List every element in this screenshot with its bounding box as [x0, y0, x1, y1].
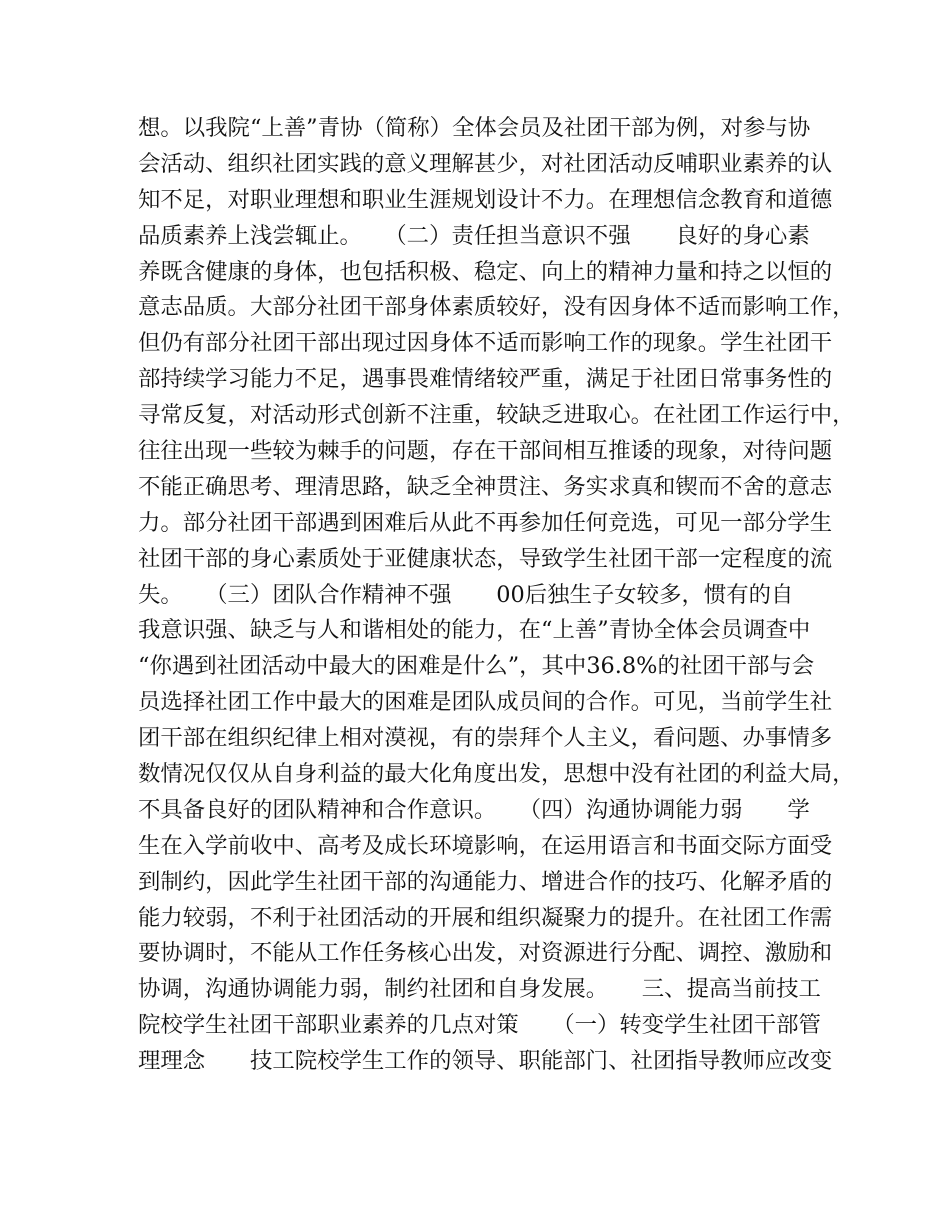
text-line: 失。 （三）团队合作精神不强 00后独生子女较多，惯有的自 [138, 581, 794, 608]
text-line: 往往出现一些较为棘手的问题，存在干部间相互推诿的现象，对待问题 [138, 438, 833, 465]
text-line: 想。以我院“上善”青协（简称）全体会员及社团干部为例，对参与协 [138, 115, 811, 141]
text-line: “你遇到社团活动中最大的困难是什么”，其中36.8%的社团干部与会 [138, 653, 815, 680]
text-line: 力。部分社团干部遇到困难后从此不再参加任何竞选，可见一部分学生 [138, 509, 833, 536]
text-line: 理理念 技工院校学生工作的领导、职能部门、社团指导教师应改变 [138, 1048, 833, 1075]
text-line: 生在入学前收中、高考及成长环境影响，在运用语言和书面交际方面受 [138, 832, 833, 859]
text-line: 能力较弱，不利于社团活动的开展和组织凝聚力的提升。在社团工作需 [138, 904, 833, 931]
text-line: 知不足，对职业理想和职业生涯规划设计不力。在理想信念教育和道德 [138, 186, 833, 213]
text-line: 数情况仅仅从自身利益的最大化角度出发，思想中没有社团的利益大局， [138, 761, 855, 788]
text-line: 意志品质。大部分社团干部身体素质较好，没有因身体不适而影响工作， [138, 294, 855, 321]
text-line: 不具备良好的团队精神和合作意识。 （四）沟通协调能力弱 学 [138, 796, 810, 823]
text-line: 社团干部的身心素质处于亚健康状态，导致学生社团干部一定程度的流 [138, 545, 833, 572]
body-text [138, 111, 855, 1080]
text-line: 我意识强、缺乏与人和谐相处的能力，在“上善”青协全体会员调查中 [138, 617, 811, 644]
text-line: 部持续学习能力不足，遇事畏难情绪较严重，满足于社团日常事务性的 [138, 366, 833, 393]
text-line: 团干部在组织纪律上相对漠视，有的崇拜个人主义，看问题、办事情多 [138, 725, 833, 752]
text-line: 院校学生社团干部职业素养的几点对策 （一）转变学生社团干部管 [138, 1012, 821, 1039]
text-line: 不能正确思考、理清思路，缺乏全神贯注、务实求真和锲而不舍的意志 [138, 473, 833, 500]
text-line: 协调，沟通协调能力弱，制约社团和自身发展。 三、提高当前技工 [138, 976, 821, 1003]
text-line: 员选择社团工作中最大的困难是团队成员间的合作。可见，当前学生社 [138, 689, 833, 716]
text-line: 要协调时，不能从工作任务核心出发，对资源进行分配、调控、激励和 [138, 940, 833, 967]
text-line: 养既含健康的身体，也包括积极、稳定、向上的精神力量和持之以恒的 [138, 258, 833, 285]
text-line: 寻常反复，对活动形式创新不注重，较缺乏进取心。在社团工作运行中， [138, 402, 855, 429]
text-line: 到制约，因此学生社团干部的沟通能力、增进合作的技巧、化解矛盾的 [138, 868, 833, 895]
text-line: 但仍有部分社团干部出现过因身体不适而影响工作的现象。学生社团干 [138, 330, 833, 357]
text-line: 品质素养上浅尝辄止。 （二）责任担当意识不强 良好的身心素 [138, 222, 810, 249]
text-line: 会活动、组织社团实践的意义理解甚少，对社团活动反哺职业素养的认 [138, 150, 833, 177]
